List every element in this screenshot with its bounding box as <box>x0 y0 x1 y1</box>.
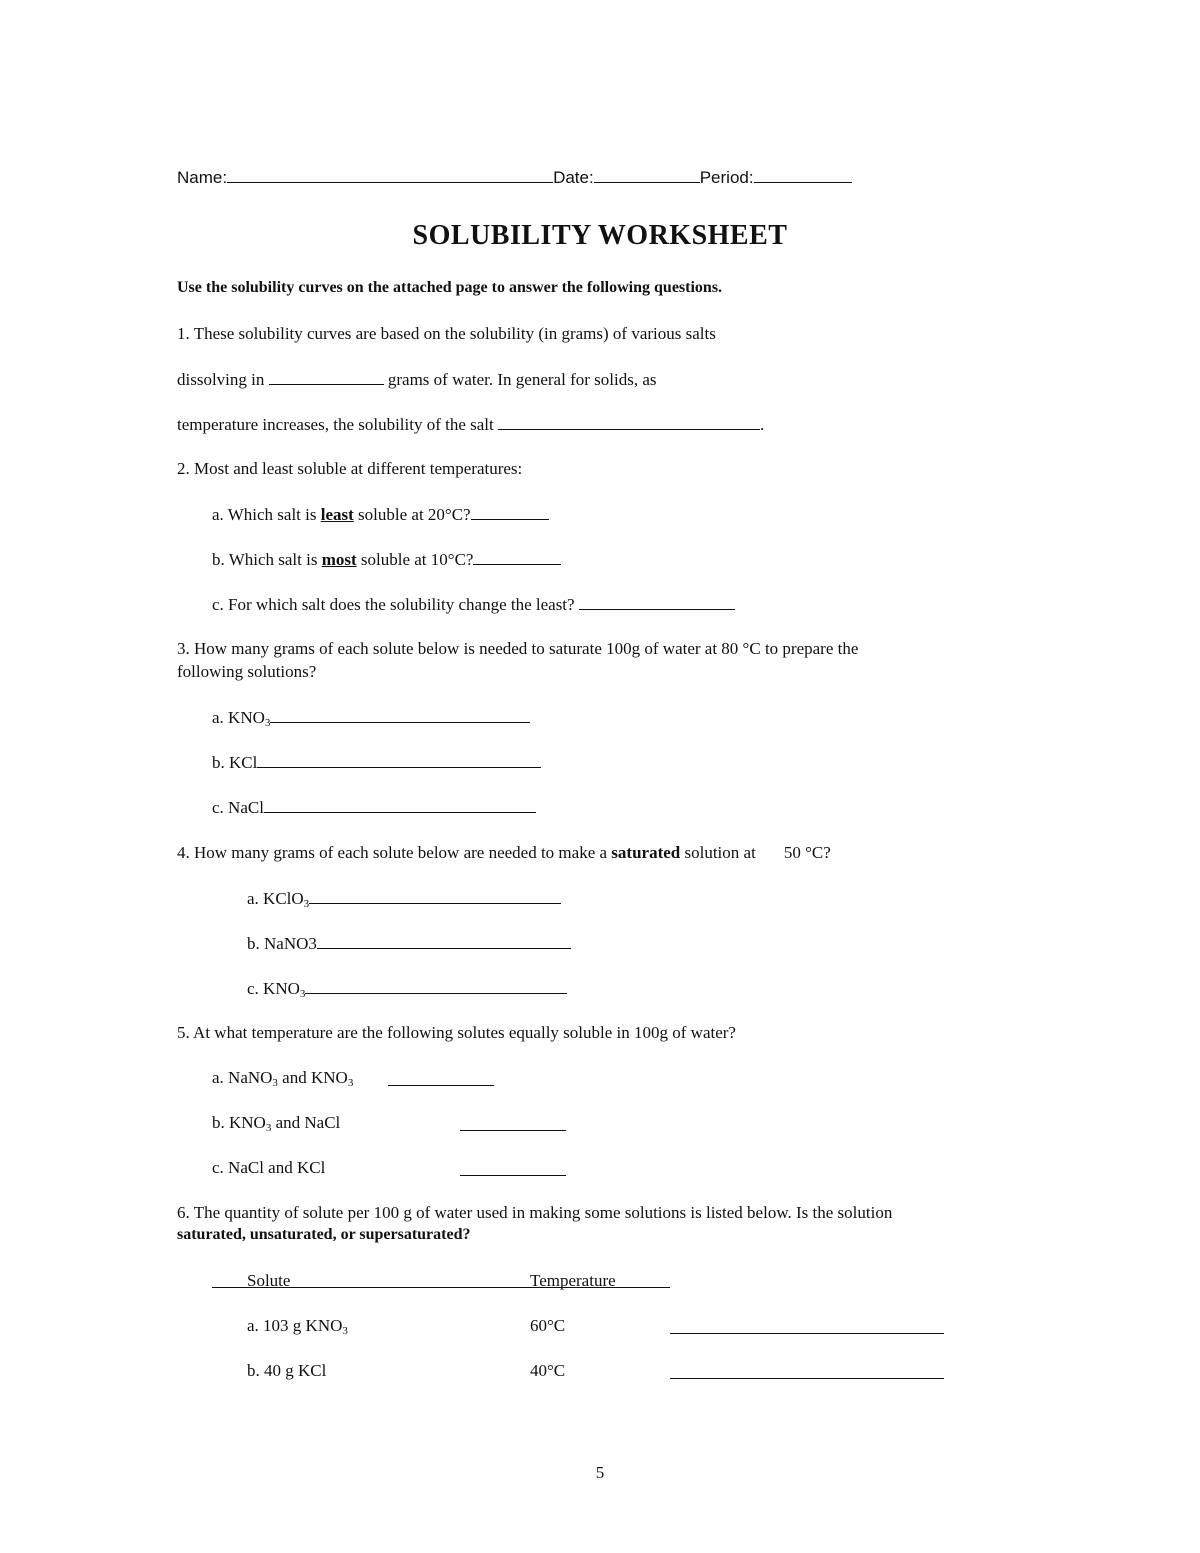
q6-line1: 6. The quantity of solute per 100 g of water used in making some solutions is listed below. Is the solution <box>177 1203 893 1222</box>
q6-row-b-solute: b. 40 g KCl <box>247 1361 327 1380</box>
q4-c-blank[interactable] <box>305 979 567 994</box>
q4-c-sub: 3 <box>299 988 306 1000</box>
q2-b <box>212 550 561 568</box>
q1-line2-text-b: grams of water. In general for solids, as <box>387 370 657 389</box>
q5-b-blank[interactable] <box>460 1116 566 1131</box>
q3-c-label: c. NaCl <box>212 798 264 817</box>
q2-a-post: soluble at 20°C? <box>358 505 471 524</box>
q1-period: . <box>760 415 765 434</box>
q2-a <box>212 505 549 523</box>
q5-b-part1: b. KNO <box>212 1113 266 1132</box>
q5-a <box>212 1068 354 1089</box>
q2-a-pre: a. Which salt is <box>212 505 317 524</box>
q1-line1: 1. These solubility curves are based on the solubility (in grams) of various salts <box>177 324 716 343</box>
q6-row-a-sub: 3 <box>342 1325 348 1337</box>
q6-row-a-temp: 60°C <box>530 1316 566 1335</box>
q5-c: c. NaCl and KCl <box>212 1158 326 1177</box>
q5-b-part2: and NaCl <box>271 1113 341 1132</box>
q6-col-solute: Solute <box>247 1271 291 1290</box>
q6-col-temp: Temperature <box>530 1271 616 1290</box>
q2-a-emph: least <box>320 505 354 524</box>
q5-b <box>212 1113 341 1134</box>
q4-a <box>247 889 561 910</box>
q4-intro <box>177 844 831 861</box>
date-field[interactable] <box>594 168 700 183</box>
q6-row-b-temp: 40°C <box>530 1361 566 1380</box>
period-field[interactable] <box>754 168 852 183</box>
q3-c-blank[interactable] <box>264 798 536 813</box>
q5-a-part1: a. NaNO <box>212 1068 273 1087</box>
q2-b-pre: b. Which salt is <box>212 550 318 569</box>
q1-line3 <box>177 415 764 433</box>
q1-line2 <box>177 370 657 388</box>
q5-a-sub2: 3 <box>347 1077 354 1089</box>
q4-a-blank[interactable] <box>309 889 561 904</box>
q2-c-text: c. For which salt does the solubility change the least? <box>212 595 575 614</box>
q2-b-post: soluble at 10°C? <box>360 550 474 569</box>
q2-c-blank[interactable] <box>579 595 735 610</box>
q3-a <box>212 708 530 729</box>
q2-b-emph: most <box>321 550 357 569</box>
q4-temp: 50 °C? <box>783 843 831 862</box>
q2-c <box>212 595 735 613</box>
q3-c <box>212 798 536 816</box>
q4-emph: saturated <box>611 843 681 862</box>
q5-a-blank[interactable] <box>388 1071 494 1086</box>
q6-row-a-blank[interactable] <box>670 1319 944 1334</box>
name-field[interactable] <box>227 168 553 183</box>
q3-a-label: a. KNO <box>212 708 265 727</box>
instructions: Use the solubility curves on the attached page to answer the following questions. <box>177 279 723 296</box>
page-title: SOLUBILITY WORKSHEET <box>412 220 788 251</box>
q6-row-a-solute-text: a. 103 g KNO <box>247 1316 343 1335</box>
q2-b-blank[interactable] <box>473 550 561 565</box>
q4-post: solution at <box>684 843 756 862</box>
q4-pre: 4. How many grams of each solute below are needed to make a <box>177 843 608 862</box>
q5-c-blank[interactable] <box>460 1161 566 1176</box>
q4-b-label: b. NaNO3 <box>247 934 317 953</box>
q1-solubility-blank[interactable] <box>498 415 760 430</box>
q4-a-sub: 3 <box>303 898 310 910</box>
period-label: Period: <box>699 168 754 187</box>
q3-a-sub: 3 <box>264 717 271 729</box>
q1-line3-text: temperature increases, the solubility of the salt <box>177 415 494 434</box>
q3-b-blank[interactable] <box>257 753 541 768</box>
name-label: Name: <box>177 168 228 187</box>
header-row <box>177 168 852 186</box>
q2-a-blank[interactable] <box>471 505 549 520</box>
q1-grams-blank[interactable] <box>269 370 384 385</box>
q4-c <box>247 979 567 1000</box>
q1-line2-text-a: dissolving in <box>177 370 265 389</box>
q4-c-label: c. KNO <box>247 979 300 998</box>
date-label: Date: <box>553 168 594 187</box>
q5-b-sub1: 3 <box>265 1122 272 1134</box>
q5-intro: 5. At what temperature are the following solutes equally soluble in 100g of water? <box>177 1023 736 1042</box>
q6-row-b-blank[interactable] <box>670 1364 944 1379</box>
q3-line2: following solutions? <box>177 662 317 681</box>
q3-b <box>212 753 541 771</box>
q3-a-blank[interactable] <box>270 708 530 723</box>
page-number: 5 <box>595 1463 605 1482</box>
q5-a-part2: and KNO <box>277 1068 348 1087</box>
q2-intro: 2. Most and least soluble at different temperatures: <box>177 459 523 478</box>
q6-line2: saturated, unsaturated, or supersaturated? <box>177 1226 471 1243</box>
q4-b-blank[interactable] <box>317 934 571 949</box>
q6-row-a-solute <box>247 1316 348 1337</box>
q4-a-label: a. KClO <box>247 889 304 908</box>
q4-b <box>247 934 571 952</box>
q5-a-sub1: 3 <box>272 1077 278 1089</box>
q3-b-label: b. KCl <box>212 753 258 772</box>
q3-line1: 3. How many grams of each solute below is needed to saturate 100g of water at 80 °C to prepare the <box>177 639 859 658</box>
